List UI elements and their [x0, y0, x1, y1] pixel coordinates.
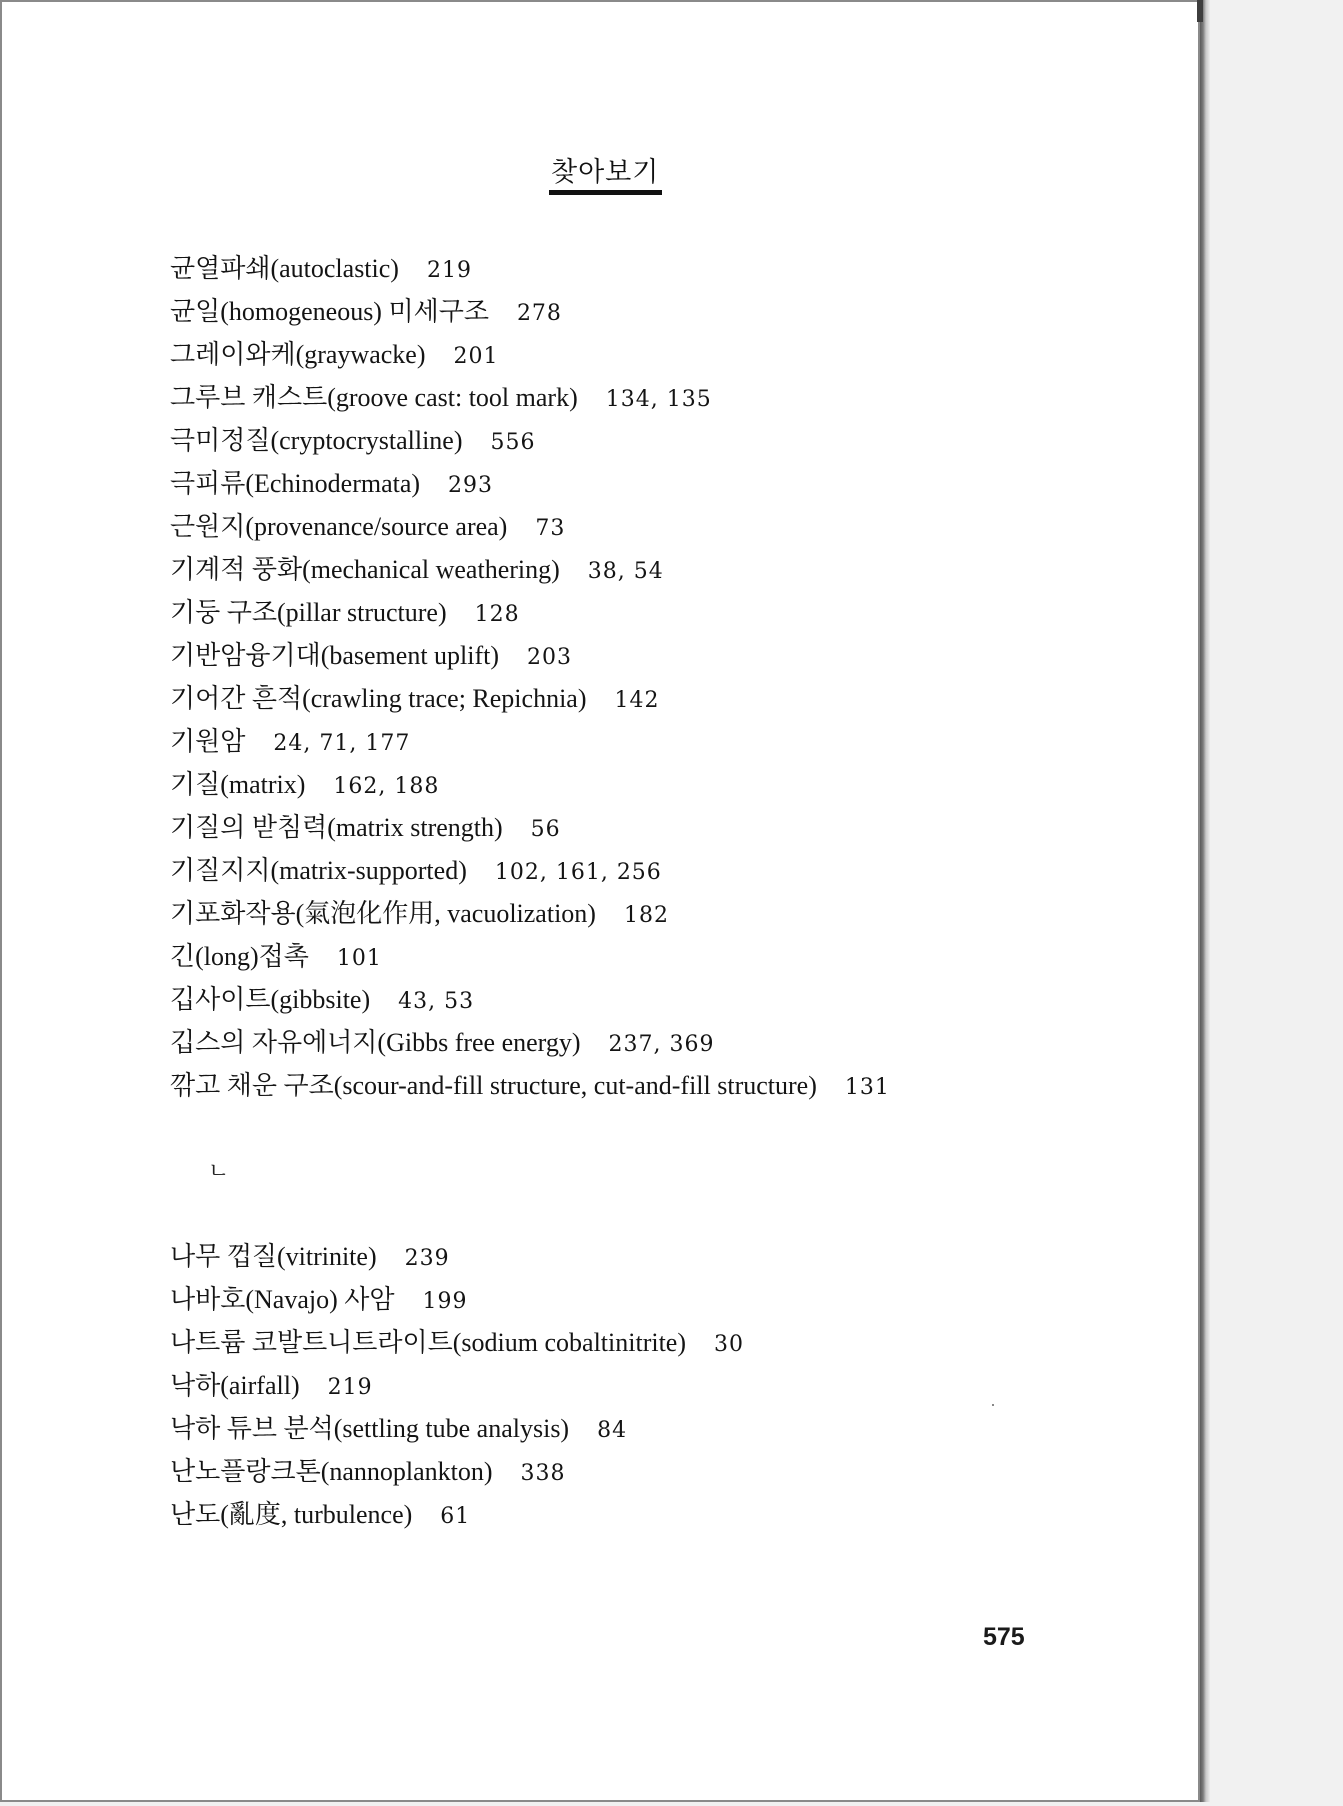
index-pages: 134, 135 — [605, 387, 712, 412]
index-term: 낙하 튜브 분석(settling tube analysis) — [170, 1414, 570, 1443]
index-term: 기어간 흔적(crawling trace; Repichnia) — [170, 684, 587, 713]
index-pages: 128 — [474, 602, 520, 627]
index-entry — [170, 763, 890, 806]
index-pages: 338 — [520, 1461, 566, 1486]
scan-speck — [992, 1404, 994, 1406]
index-term: 깁스의 자유에너지(Gibbs free energy) — [170, 1028, 581, 1057]
index-entry — [170, 419, 890, 462]
page-number: 575 — [983, 1623, 1025, 1651]
index-entry — [170, 720, 890, 763]
index-term: 기포화작용(氣泡化作用, vacuolization) — [170, 899, 596, 928]
index-term: 균열파쇄(autoclastic) — [170, 254, 399, 283]
index-pages: 219 — [426, 258, 472, 283]
index-pages: 43, 53 — [398, 989, 475, 1014]
index-term: 균일(homogeneous) 미세구조 — [170, 297, 489, 326]
index-list-g — [170, 247, 890, 1107]
index-term: 나트륨 코발트니트라이트(sodium cobaltinitrite) — [170, 1328, 687, 1357]
index-entry — [170, 1407, 744, 1450]
index-term: 낙하(airfall) — [170, 1371, 300, 1400]
index-term: 기반암융기대(basement uplift) — [170, 641, 500, 670]
index-pages: 293 — [448, 473, 494, 498]
index-pages: 556 — [490, 430, 536, 455]
index-pages: 162, 188 — [333, 774, 440, 799]
index-entry — [170, 892, 890, 935]
section-heading-nieun: ㄴ — [208, 1159, 230, 1184]
index-pages: 201 — [453, 344, 499, 369]
page-title: 찾아보기 — [551, 157, 660, 188]
index-pages: 239 — [404, 1246, 450, 1271]
index-pages: 142 — [614, 688, 660, 713]
index-entry — [170, 376, 890, 419]
index-entry — [170, 935, 890, 978]
index-term: 기질지지(matrix-supported) — [170, 856, 467, 885]
index-entry — [170, 634, 890, 677]
index-pages: 199 — [422, 1289, 468, 1314]
index-pages: 38, 54 — [587, 559, 664, 584]
index-entry — [170, 1235, 744, 1278]
index-entry — [170, 1021, 890, 1064]
index-term: 근원지(provenance/source area) — [170, 512, 508, 541]
index-term: 기질(matrix) — [170, 770, 306, 799]
index-pages: 131 — [844, 1075, 890, 1100]
index-term: 기원암 — [170, 727, 246, 756]
page-edge-top — [1197, 0, 1203, 22]
index-term: 극미정질(cryptocrystalline) — [170, 426, 463, 455]
index-entry — [170, 1064, 890, 1107]
index-term: 나무 껍질(vitrinite) — [170, 1242, 377, 1271]
index-pages: 73 — [535, 516, 566, 541]
index-term: 나바호(Navajo) 사암 — [170, 1285, 395, 1314]
index-pages: 102, 161, 256 — [494, 860, 662, 885]
index-pages: 278 — [516, 301, 562, 326]
index-term: 난노플랑크톤(nannoplankton) — [170, 1457, 493, 1486]
index-entry — [170, 548, 890, 591]
index-list-n — [170, 1235, 744, 1536]
index-entry — [170, 1450, 744, 1493]
index-pages: 101 — [336, 946, 382, 971]
index-entry — [170, 1493, 744, 1536]
index-entry — [170, 1321, 744, 1364]
index-pages: 219 — [327, 1375, 373, 1400]
index-pages: 61 — [440, 1504, 471, 1529]
index-entry — [170, 333, 890, 376]
index-term: 그레이와케(graywacke) — [170, 340, 426, 369]
index-pages: 24, 71, 177 — [273, 731, 411, 756]
index-pages: 56 — [530, 817, 561, 842]
index-entry — [170, 290, 890, 333]
index-term: 긴(long)접촉 — [170, 942, 309, 971]
index-entry — [170, 247, 890, 290]
index-entry — [170, 978, 890, 1021]
page-edge-shadow — [1200, 0, 1210, 1802]
index-term: 그루브 캐스트(groove cast: tool mark) — [170, 383, 578, 412]
index-term: 난도(亂度, turbulence) — [170, 1500, 413, 1529]
index-pages: 203 — [527, 645, 573, 670]
index-term: 극피류(Echinodermata) — [170, 469, 421, 498]
index-pages: 84 — [597, 1418, 628, 1443]
index-entry — [170, 677, 890, 720]
index-term: 기질의 받침력(matrix strength) — [170, 813, 503, 842]
index-entry — [170, 1278, 744, 1321]
title-underline — [549, 190, 662, 195]
index-pages: 237, 369 — [608, 1032, 715, 1057]
index-entry — [170, 591, 890, 634]
index-pages: 30 — [714, 1332, 745, 1357]
index-term: 기둥 구조(pillar structure) — [170, 598, 447, 627]
index-term: 깁사이트(gibbsite) — [170, 985, 371, 1014]
index-entry — [170, 1364, 744, 1407]
index-term: 깎고 채운 구조(scour-and-fill structure, cut-and-fill structure) — [170, 1071, 817, 1100]
index-entry — [170, 849, 890, 892]
index-entry — [170, 505, 890, 548]
index-entry — [170, 462, 890, 505]
index-pages: 182 — [623, 903, 669, 928]
index-entry — [170, 806, 890, 849]
index-term: 기계적 풍화(mechanical weathering) — [170, 555, 560, 584]
